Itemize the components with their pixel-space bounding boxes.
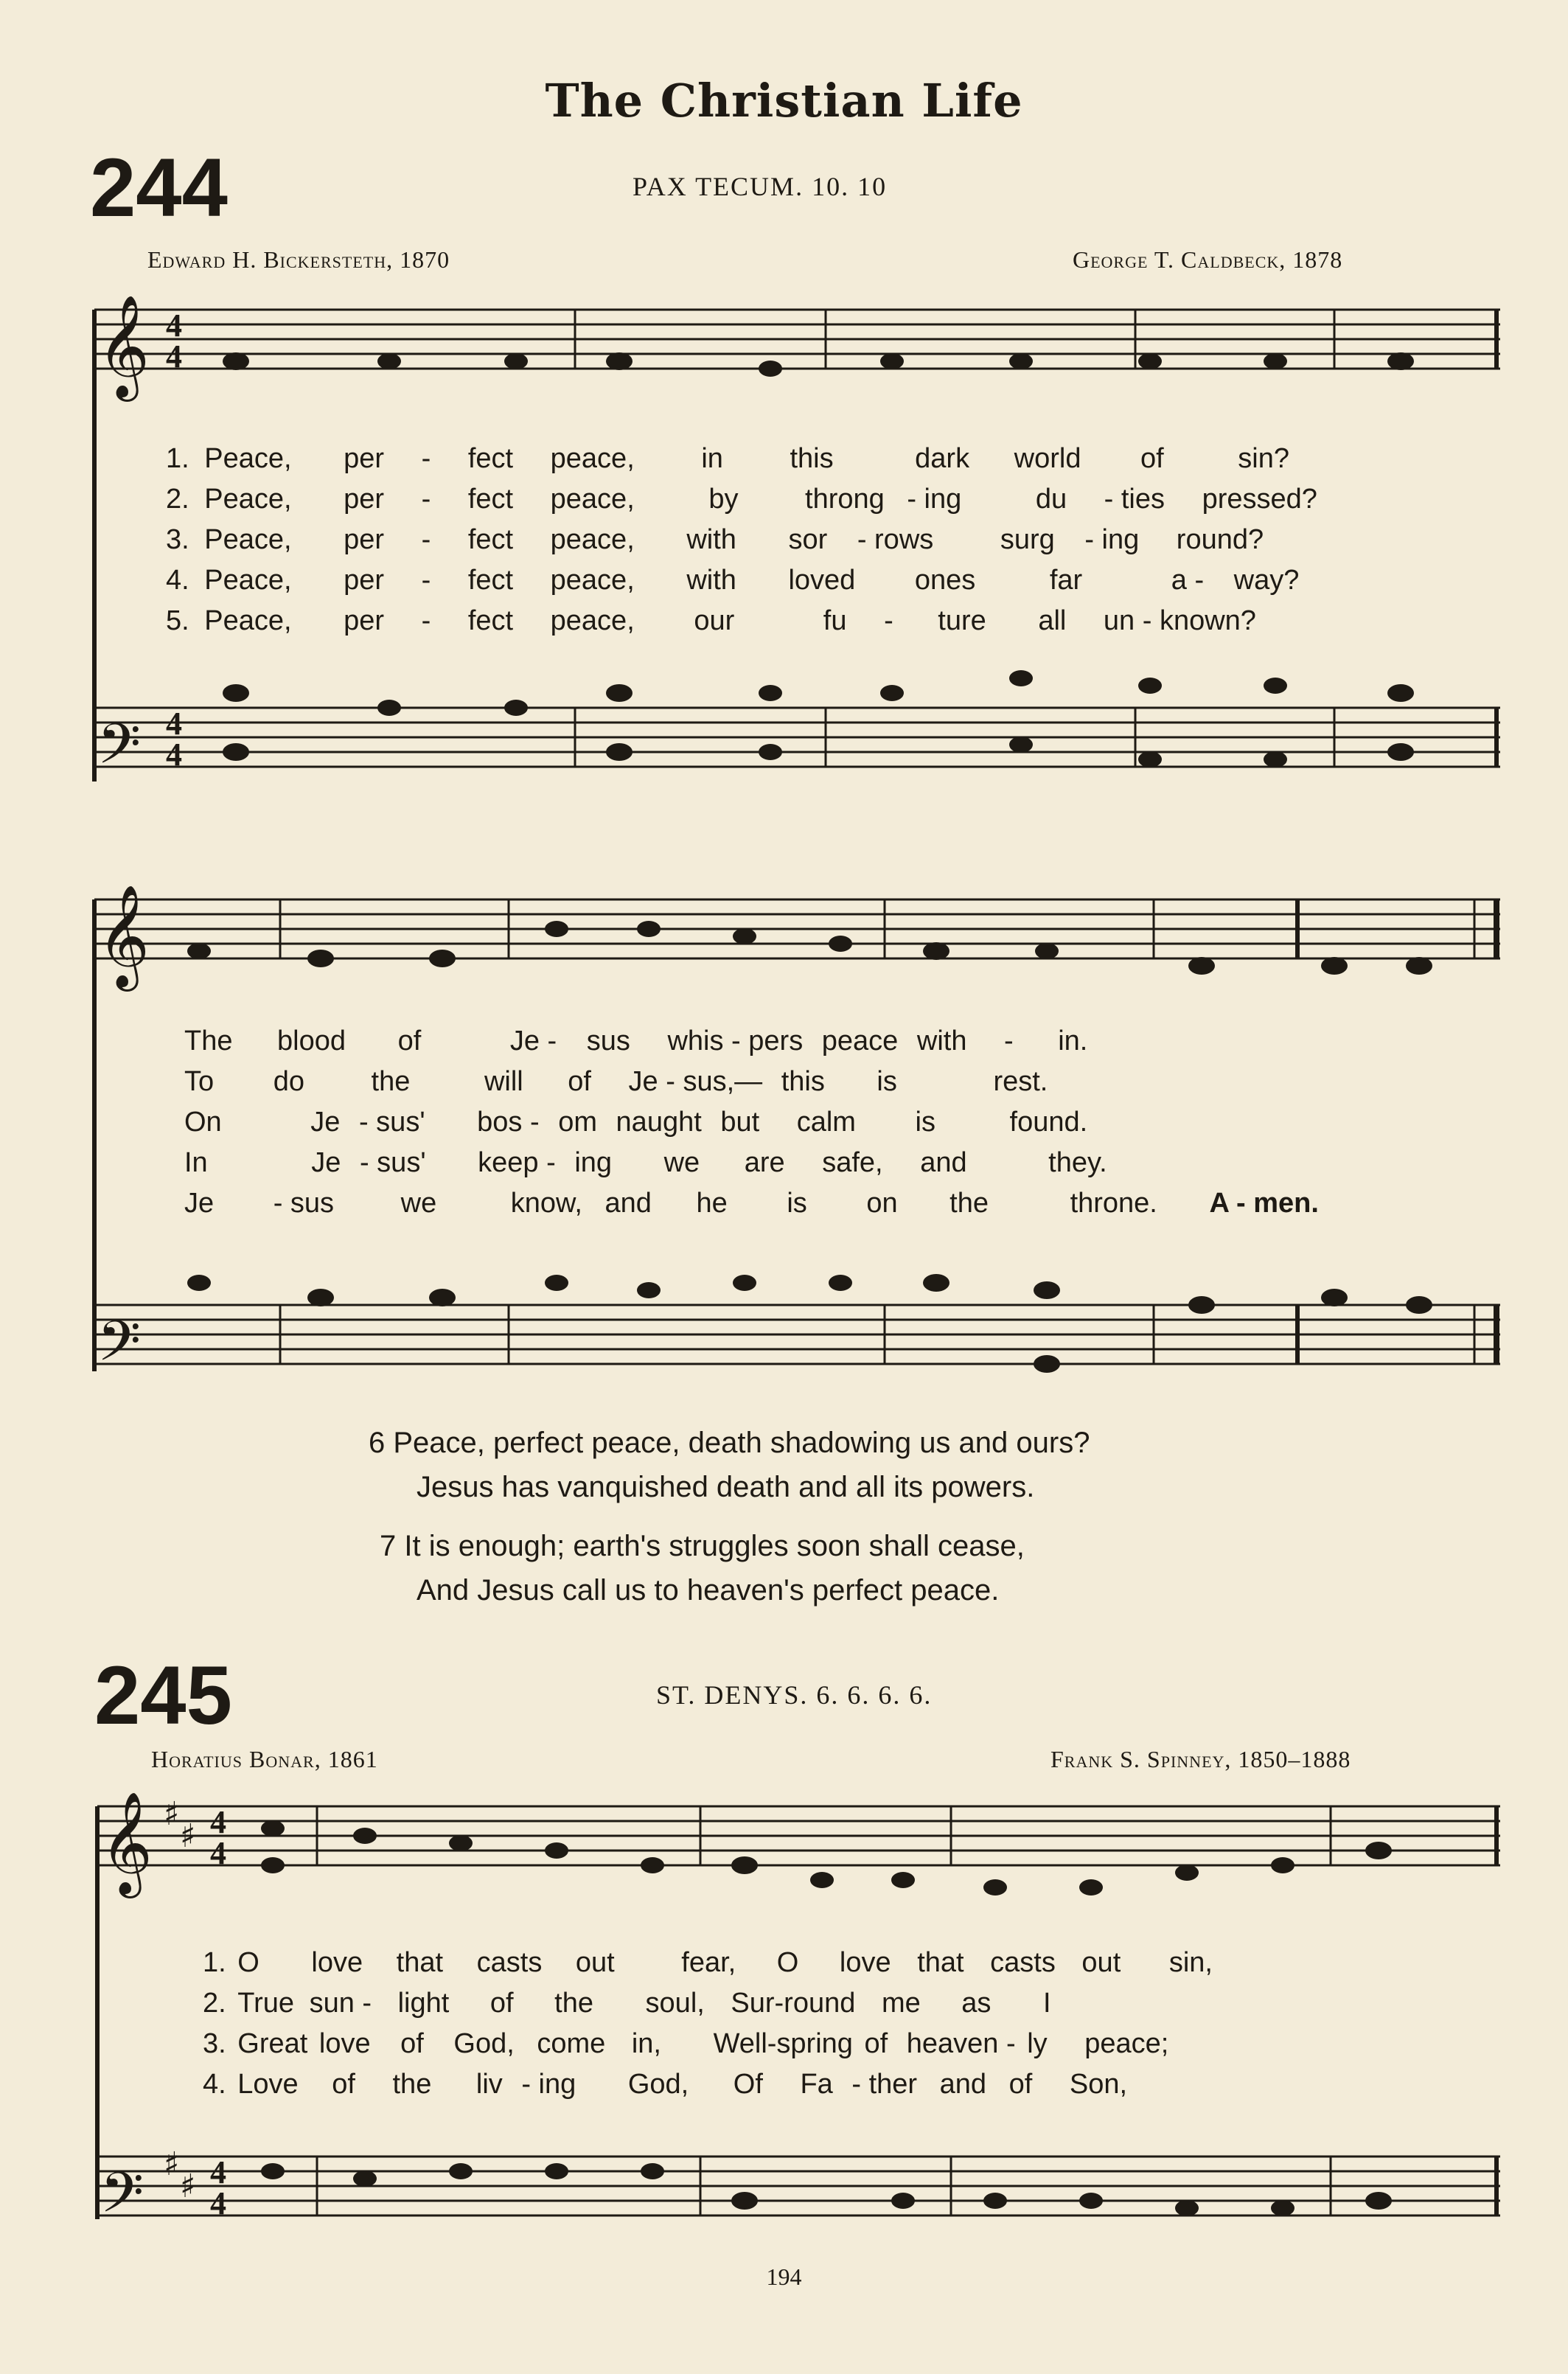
lyric-syllable: pressed? <box>1202 484 1317 515</box>
lyric-syllable: whis - pers <box>667 1026 804 1057</box>
lyric-syllable: - ther <box>851 2069 918 2100</box>
hymn-245-number: 245 <box>94 1649 232 1741</box>
lyric-syllable: fu <box>823 605 847 636</box>
svg-text:♯: ♯ <box>164 1795 180 1833</box>
lyric-syllable: safe, <box>822 1147 883 1178</box>
lyric-syllable: Peace, <box>204 443 292 474</box>
lyric-syllable: True <box>237 1988 294 2019</box>
lyric-syllable: dark <box>915 443 970 474</box>
lyric-syllable: Peace, <box>204 484 292 515</box>
lyric-syllable: per <box>344 605 385 636</box>
lyric-syllable: love <box>839 1947 891 1978</box>
lyric-syllable: Je - sus,— <box>628 1066 763 1097</box>
lyric-syllable: The <box>184 1026 233 1057</box>
lyric-syllable: - <box>884 605 893 636</box>
lyric-syllable: world <box>1014 443 1081 474</box>
hymn-244-composer: George T. Caldbeck, 1878 <box>1073 246 1343 273</box>
lyric-syllable: Peace, <box>204 605 292 636</box>
lyric-syllable: peace, <box>550 565 635 596</box>
lyric-syllable: peace, <box>550 524 635 555</box>
lyric-syllable: - ing <box>1084 524 1140 555</box>
lyric-syllable: Je <box>311 1147 341 1178</box>
lyric-syllable: of <box>864 2028 888 2059</box>
lyric-syllable: calm <box>796 1107 856 1138</box>
lyric-syllable: On <box>184 1107 222 1138</box>
lyric-syllable: is <box>787 1188 807 1219</box>
lyric-syllable: keep - <box>478 1147 556 1178</box>
lyric-syllable: God, <box>453 2028 515 2059</box>
lyric-syllable: - rows <box>857 524 934 555</box>
lyric-syllable: of <box>332 2069 355 2100</box>
lyric-syllable: sus <box>586 1026 630 1057</box>
lyric-syllable: peace <box>821 1026 899 1057</box>
lyric-syllable: ture <box>938 605 986 636</box>
lyric-syllable: peace, <box>550 605 635 636</box>
lyric-syllable: the <box>949 1188 989 1219</box>
lyric-syllable: - ing <box>521 2069 576 2100</box>
lyric-syllable: they. <box>1048 1147 1107 1178</box>
lyric-syllable: I <box>1043 1988 1051 2019</box>
amen-label: A - men. <box>1209 1188 1319 1219</box>
lyric-syllable: far <box>1049 565 1083 596</box>
lyric-syllable: of <box>1008 2069 1033 2100</box>
lyric-syllable: God, <box>627 2069 689 2100</box>
lyric-syllable: and <box>939 2069 987 2100</box>
lyric-syllable: are <box>744 1147 785 1178</box>
hymn-245-verses <box>203 1943 1213 2105</box>
lyric-syllable: heaven - <box>906 2028 1016 2059</box>
lyric-syllable: per <box>344 524 385 555</box>
svg-text:4: 4 <box>166 737 182 773</box>
lyric-syllable: found. <box>1009 1107 1088 1138</box>
lyric-syllable: love <box>311 1947 363 1978</box>
lyric-syllable: 2. <box>166 484 189 515</box>
hymn-244-author: Edward H. Bickersteth, 1870 <box>147 246 450 273</box>
lyric-syllable: O <box>776 1947 799 1978</box>
lyric-syllable: of <box>400 2028 424 2059</box>
lyric-syllable: fect <box>467 443 514 474</box>
lyric-syllable: a - <box>1171 565 1205 596</box>
lyric-syllable: surg <box>1000 524 1055 555</box>
lyric-syllable: - <box>421 605 431 636</box>
svg-text:♯: ♯ <box>164 2145 180 2183</box>
svg-text:𝄞: 𝄞 <box>97 295 150 397</box>
lyric-syllable: - ing <box>907 484 962 515</box>
lyric-syllable: and <box>604 1188 652 1219</box>
lyric-syllable: Well-spring <box>713 2028 853 2059</box>
lyric-syllable: with <box>916 1026 967 1057</box>
stanza-7-line-1: 7 It is enough; earth's struggles soon shall cease, <box>380 1530 1025 1562</box>
lyric-syllable: Sur-round <box>731 1988 856 2019</box>
lyric-syllable: - sus' <box>359 1147 426 1178</box>
svg-text:4: 4 <box>166 307 182 344</box>
lyric-syllable: 1. <box>166 443 189 474</box>
lyric-syllable: in <box>701 443 723 474</box>
lyric-syllable: this <box>790 443 834 474</box>
lyric-syllable: the <box>392 2069 432 2100</box>
lyric-syllable: loved <box>788 565 856 596</box>
lyric-syllable: light <box>397 1988 450 2019</box>
lyric-syllable: sin, <box>1168 1947 1213 1978</box>
lyric-syllable: 5. <box>166 605 189 636</box>
hymn-244-tune: PAX TECUM. 10. 10 <box>633 172 888 201</box>
lyric-syllable: by <box>708 484 739 515</box>
lyric-syllable: - sus' <box>358 1107 425 1138</box>
lyric-syllable: of <box>489 1988 514 2019</box>
svg-text:4: 4 <box>166 338 182 375</box>
lyric-syllable: sin? <box>1238 443 1289 474</box>
lyric-syllable: the <box>554 1988 593 2019</box>
svg-text:𝄢: 𝄢 <box>100 2160 144 2239</box>
lyric-syllable: fect <box>467 565 514 596</box>
lyric-syllable: per <box>344 484 385 515</box>
lyric-syllable: and <box>920 1147 967 1178</box>
svg-text:𝄢: 𝄢 <box>97 711 142 790</box>
lyric-syllable: fect <box>467 524 514 555</box>
lyric-syllable: we <box>663 1147 700 1178</box>
lyric-syllable: naught <box>616 1107 702 1138</box>
lyric-syllable: with <box>686 565 736 596</box>
lyric-syllable: our <box>694 605 735 636</box>
lyric-syllable: Of <box>733 2069 763 2100</box>
lyric-syllable: - sus <box>273 1188 335 1219</box>
lyric-syllable: but <box>720 1107 760 1138</box>
lyric-syllable: throng <box>805 484 885 515</box>
lyric-syllable: un - known? <box>1103 605 1256 636</box>
lyric-syllable: casts <box>476 1947 543 1978</box>
lyric-syllable: all <box>1038 605 1067 636</box>
svg-text:4: 4 <box>210 2185 226 2221</box>
lyric-syllable: on <box>866 1188 898 1219</box>
svg-text:4: 4 <box>210 2154 226 2190</box>
svg-text:4: 4 <box>210 1804 226 1840</box>
lyric-syllable: Je - <box>509 1026 557 1057</box>
lyric-syllable: way? <box>1233 565 1300 596</box>
lyric-syllable: we <box>400 1188 437 1219</box>
lyric-syllable: - <box>421 484 431 515</box>
lyric-syllable: round? <box>1176 524 1264 555</box>
lyric-syllable: In <box>184 1147 208 1178</box>
lyric-syllable: - <box>1004 1026 1014 1057</box>
lyric-syllable: - <box>421 565 431 596</box>
lyric-syllable: fect <box>467 484 514 515</box>
lyric-syllable: 2. <box>203 1988 226 2019</box>
lyric-syllable: is <box>915 1107 935 1138</box>
lyric-syllable: 4. <box>203 2069 226 2100</box>
lyric-syllable: as <box>961 1988 992 2019</box>
lyric-syllable: Fa <box>800 2069 833 2100</box>
svg-text:4: 4 <box>210 1835 226 1871</box>
lyric-syllable: 1. <box>203 1947 226 1978</box>
lyric-syllable: out <box>1081 1947 1121 1978</box>
stanza-6-line-1: 6 Peace, perfect peace, death shadowing us and ours? <box>369 1427 1090 1459</box>
lyric-syllable: Peace, <box>204 565 292 596</box>
lyric-syllable: du <box>1035 484 1067 515</box>
lyric-syllable: soul, <box>645 1988 705 2019</box>
hymn-245-composer: Frank S. Spinney, 1850–1888 <box>1050 1746 1351 1772</box>
lyric-syllable: fear, <box>681 1947 736 1978</box>
lyric-syllable: love <box>318 2028 371 2059</box>
lyric-syllable: is <box>877 1066 897 1097</box>
lyric-syllable: - <box>421 524 431 555</box>
lyric-syllable: Peace, <box>204 524 292 555</box>
lyric-syllable: he <box>696 1188 728 1219</box>
page-number: 194 <box>766 2263 802 2290</box>
lyric-syllable: per <box>344 565 385 596</box>
lyric-syllable: peace, <box>550 443 635 474</box>
svg-text:♯: ♯ <box>180 2168 196 2205</box>
lyric-syllable: Great <box>237 2028 308 2059</box>
stanza-7-line-2: And Jesus call us to heaven's perfect peace. <box>417 1574 1000 1607</box>
svg-text:♯: ♯ <box>180 1817 196 1855</box>
lyric-syllable: that <box>396 1947 444 1978</box>
lyric-syllable: the <box>371 1066 411 1097</box>
lyric-syllable: in. <box>1058 1026 1088 1057</box>
hymn-245-author: Horatius Bonar, 1861 <box>151 1746 378 1772</box>
verse-line <box>203 1983 1213 2024</box>
stanza-6-line-2: Jesus has vanquished death and all its powers. <box>417 1471 1035 1503</box>
lyric-syllable: 3. <box>203 2028 226 2059</box>
svg-text:𝄞: 𝄞 <box>97 885 150 987</box>
section-title: The Christian Life <box>545 74 1023 128</box>
lyric-syllable: 4. <box>166 565 189 596</box>
lyric-syllable: Son, <box>1069 2069 1128 2100</box>
lyric-syllable: me <box>881 1988 921 2019</box>
lyric-syllable: know, <box>510 1188 582 1219</box>
svg-text:𝄞: 𝄞 <box>100 1792 153 1894</box>
svg-text:4: 4 <box>166 706 182 742</box>
lyric-syllable: bos - <box>477 1107 540 1138</box>
lyric-syllable: per <box>344 443 385 474</box>
lyric-syllable: come <box>537 2028 606 2059</box>
verse-line <box>203 2064 1213 2105</box>
lyric-syllable: ing <box>574 1147 613 1178</box>
lyric-syllable: sun - <box>309 1988 372 2019</box>
lyric-syllable: To <box>184 1066 215 1097</box>
hymn-244-number: 244 <box>90 142 228 234</box>
lyric-syllable: out <box>575 1947 615 1978</box>
lyric-syllable: will <box>484 1066 523 1097</box>
lyric-syllable: with <box>686 524 736 555</box>
lyric-syllable: of <box>1140 443 1164 474</box>
lyric-syllable: blood <box>277 1026 346 1057</box>
verse-line <box>203 1943 1213 1983</box>
hymn-245-tune: ST. DENYS. 6. 6. 6. 6. <box>656 1680 933 1710</box>
lyric-syllable: of <box>397 1026 422 1057</box>
lyric-syllable: O <box>237 1947 259 1978</box>
lyric-syllable: - <box>421 443 431 474</box>
lyric-syllable: Je <box>184 1188 215 1219</box>
verse-line <box>203 2024 1213 2064</box>
lyric-syllable: ly <box>1027 2028 1048 2059</box>
lyric-syllable: fect <box>467 605 514 636</box>
lyric-syllable: rest. <box>993 1066 1048 1097</box>
lyric-syllable: - ties <box>1104 484 1165 515</box>
lyric-syllable: do <box>273 1066 304 1097</box>
lyric-syllable: Love <box>237 2069 299 2100</box>
lyric-syllable: ones <box>914 565 976 596</box>
lyric-syllable: peace; <box>1084 2028 1169 2059</box>
lyric-syllable: 3. <box>166 524 189 555</box>
svg-text:𝄢: 𝄢 <box>97 1309 142 1388</box>
lyric-syllable: this <box>781 1066 825 1097</box>
lyric-syllable: om <box>558 1107 597 1138</box>
lyric-syllable: Je <box>310 1107 341 1138</box>
lyric-syllable: peace, <box>550 484 635 515</box>
lyric-syllable: that <box>917 1947 964 1978</box>
lyric-syllable: in, <box>631 2028 661 2059</box>
lyric-syllable: throne. <box>1070 1188 1157 1219</box>
lyric-syllable: sor <box>788 524 828 555</box>
lyric-syllable: casts <box>990 1947 1056 1978</box>
lyric-syllable: liv <box>475 2069 503 2100</box>
lyric-syllable: of <box>568 1066 591 1097</box>
